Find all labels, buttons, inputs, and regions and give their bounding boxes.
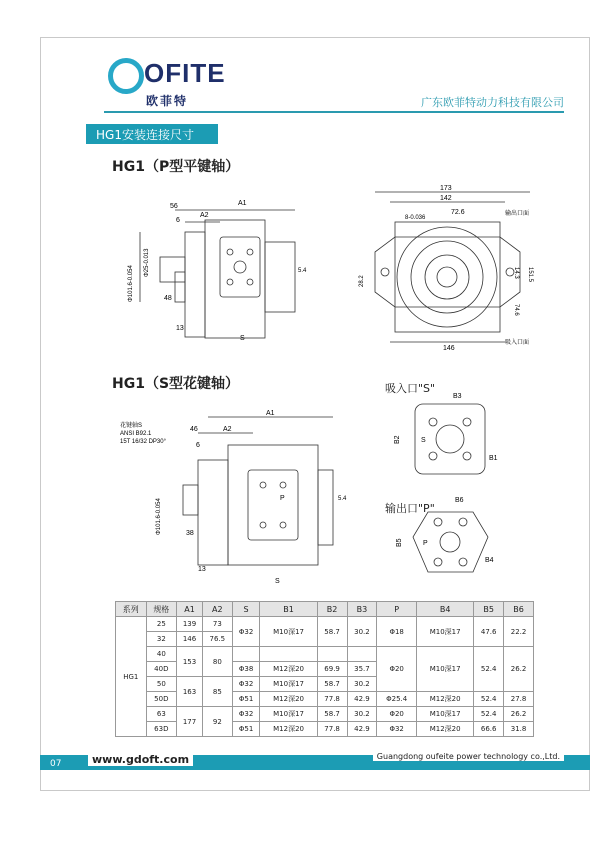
section-title-bar: [86, 124, 218, 144]
port-p: P: [423, 540, 428, 547]
cell-b5: 52.4: [474, 692, 504, 707]
drawing-p-side-view: [120, 182, 320, 342]
cell-spec: 32: [146, 632, 177, 647]
cell-b2: 77.8: [317, 722, 347, 737]
company-name: 广东欧菲特动力科技有限公司: [421, 96, 564, 109]
cell-a2: 92: [202, 707, 232, 737]
dim3-38: 38: [186, 530, 194, 537]
cell-spec: 40D: [146, 662, 177, 677]
cell-empty: [347, 647, 377, 662]
cell-b5: 52.4: [474, 707, 504, 722]
th-p: P: [377, 602, 417, 617]
cell-s: Φ38: [232, 662, 260, 677]
dim3-5-4: 5.4: [338, 496, 347, 502]
cell-spec: 25: [146, 617, 177, 632]
cell-b6: 27.8: [504, 692, 534, 707]
cell-empty: [317, 647, 347, 662]
label-spline: 花键轴S: [120, 423, 143, 429]
cell-b6: 26.2: [504, 647, 534, 692]
cell-s: Φ32: [232, 677, 260, 692]
port-s: S: [421, 437, 426, 444]
cell-p: Φ20: [377, 647, 417, 692]
cell-a2: 80: [202, 647, 232, 677]
th-b5: B5: [474, 602, 504, 617]
cell-a2: 85: [202, 677, 232, 707]
cell-b2: 58.7: [317, 707, 347, 722]
dim-151-5: 151.5: [527, 267, 533, 283]
cell-s: Φ32: [232, 617, 260, 647]
dim3-a2: A2: [223, 426, 232, 433]
dim3-p: P: [280, 495, 285, 502]
logo-ring-icon: [108, 58, 144, 94]
label-ansi: ANSI B92.1: [120, 431, 152, 437]
label-inlet-face: 吸入口面: [505, 340, 530, 346]
cell-b3: 30.2: [347, 707, 377, 722]
cell-b3: 35.7: [347, 662, 377, 677]
dim3-6: 6: [196, 442, 200, 449]
subtitle-p-type: HG1（P型平键轴）: [112, 159, 240, 175]
suction-port-view: [393, 392, 503, 482]
cell-a2: 73: [202, 617, 232, 632]
company-logo: [104, 54, 224, 106]
section-title: HG1安装连接尺寸: [96, 128, 194, 142]
dim3-13: 13: [198, 566, 206, 573]
cell-b4: M12深20: [417, 692, 474, 707]
table-header-row: [116, 602, 534, 617]
cell-spec: 40: [146, 647, 177, 662]
cell-b2: 69.9: [317, 662, 347, 677]
dim-a1: A1: [238, 200, 247, 207]
logo-text: OFITE: [144, 58, 226, 88]
spec-table: [115, 601, 534, 737]
port-b5: B5: [396, 538, 403, 547]
cell-p: Φ32: [377, 722, 417, 737]
cell-b3: 30.2: [347, 677, 377, 692]
dim-s: S: [240, 335, 245, 342]
dim-48: 48: [164, 295, 172, 302]
th-b2: B2: [317, 602, 347, 617]
cell-b5: 47.6: [474, 617, 504, 647]
cell-s: Φ51: [232, 692, 260, 707]
table-row: [116, 617, 534, 632]
cell-b6: 31.8: [504, 722, 534, 737]
dim-56: 56: [170, 203, 178, 210]
dim-13: 13: [176, 325, 184, 332]
cell-a1: 139: [177, 617, 203, 632]
cell-b2: 58.7: [317, 617, 347, 647]
label-outlet-face: 输出口面: [505, 211, 530, 217]
port-b3: B3: [453, 393, 462, 400]
th-series: 系列: [116, 602, 147, 617]
footer-url[interactable]: www.gdoft.com: [88, 753, 193, 766]
th-b4: B4: [417, 602, 474, 617]
dim-72-6: 72.6: [451, 209, 465, 216]
cell-b1: M10深17: [260, 677, 317, 692]
dim-146: 146: [443, 345, 455, 352]
cell-b1: M12深20: [260, 692, 317, 707]
dim-142: 142: [440, 195, 452, 202]
cell-spec: 50: [146, 677, 177, 692]
outlet-port-view: [393, 492, 503, 582]
th-s: S: [232, 602, 260, 617]
label-outlet-port: 输出口"P": [385, 502, 435, 515]
cell-b2: 77.8: [317, 692, 347, 707]
cell-b1: M10深17: [260, 707, 317, 722]
cell-b5: 52.4: [474, 647, 504, 692]
dim-5-4: 5.4: [298, 268, 307, 274]
cell-a1: 177: [177, 707, 203, 737]
cell-p: Φ20: [377, 707, 417, 722]
cell-s: Φ51: [232, 722, 260, 737]
th-a2: A2: [202, 602, 232, 617]
th-a1: A1: [177, 602, 203, 617]
dim-6: 6: [176, 217, 180, 224]
cell-spec: 50D: [146, 692, 177, 707]
dim3-46: 46: [190, 426, 198, 433]
cell-b4: M10深17: [417, 647, 474, 692]
dim-173: 173: [440, 185, 452, 192]
dim3-a1: A1: [266, 410, 275, 417]
cell-b3: 42.9: [347, 722, 377, 737]
header-divider: [104, 111, 564, 113]
cell-b6: 26.2: [504, 707, 534, 722]
cell-b5: 66.6: [474, 722, 504, 737]
cell-b3: 42.9: [347, 692, 377, 707]
table-row: [116, 707, 534, 722]
cell-series: HG1: [116, 617, 147, 737]
subtitle-s-type: HG1（S型花键轴）: [112, 376, 240, 392]
page-number: 07: [50, 759, 62, 769]
port-b4: B4: [485, 557, 494, 564]
cell-s: Φ32: [232, 707, 260, 722]
th-spec: 规格: [146, 602, 177, 617]
cell-p: Φ18: [377, 617, 417, 647]
footer-company-en: Guangdong oufeite power technology co.,Ltd.: [373, 752, 564, 761]
dim-dia-flange: Φ101.6-0.054: [128, 265, 134, 302]
logo-cn-text: 欧菲特: [146, 94, 189, 108]
cell-spec: 63: [146, 707, 177, 722]
cell-b1: M12深20: [260, 662, 317, 677]
th-b6: B6: [504, 602, 534, 617]
cell-b2: 58.7: [317, 677, 347, 692]
table-row: [116, 647, 534, 662]
dim3-s: S: [275, 578, 280, 585]
cell-b4: M10深17: [417, 707, 474, 722]
label-suction-port: 吸入口"S": [385, 382, 436, 395]
cell-b3: 30.2: [347, 617, 377, 647]
port-b2: B2: [394, 435, 401, 444]
cell-b1: M10深17: [260, 617, 317, 647]
port-b1: B1: [489, 455, 498, 462]
th-b3: B3: [347, 602, 377, 617]
cell-a1: 163: [177, 677, 203, 707]
dim-key: 8-0.036: [405, 215, 426, 221]
port-b6: B6: [455, 497, 464, 504]
cell-a1: 146: [177, 632, 203, 647]
cell-empty: [232, 647, 260, 662]
cell-b6: 22.2: [504, 617, 534, 647]
dim-74-6: 74.6: [513, 304, 519, 316]
cell-b1: M12深20: [260, 722, 317, 737]
cell-b4: M12深20: [417, 722, 474, 737]
cell-p: Φ25.4: [377, 692, 417, 707]
dim3-dia-flange: Φ101.6-0.054: [156, 498, 162, 535]
drawing-front-view: [355, 182, 545, 352]
cell-empty: [260, 647, 317, 662]
th-b1: B1: [260, 602, 317, 617]
dim-28-2: 28.2: [359, 275, 365, 287]
cell-b4: M10深17: [417, 617, 474, 647]
dim-a2: A2: [200, 212, 209, 219]
dim-dia-shaft: Φ25-0.013: [144, 248, 150, 277]
cell-spec: 63D: [146, 722, 177, 737]
dim-14-3: 14.3: [513, 267, 519, 279]
cell-a2: 76.5: [202, 632, 232, 647]
cell-a1: 153: [177, 647, 203, 677]
label-spline-spec: 15T 16/32 DP30°: [120, 439, 166, 445]
drawing-s-side-view: [118, 405, 348, 585]
